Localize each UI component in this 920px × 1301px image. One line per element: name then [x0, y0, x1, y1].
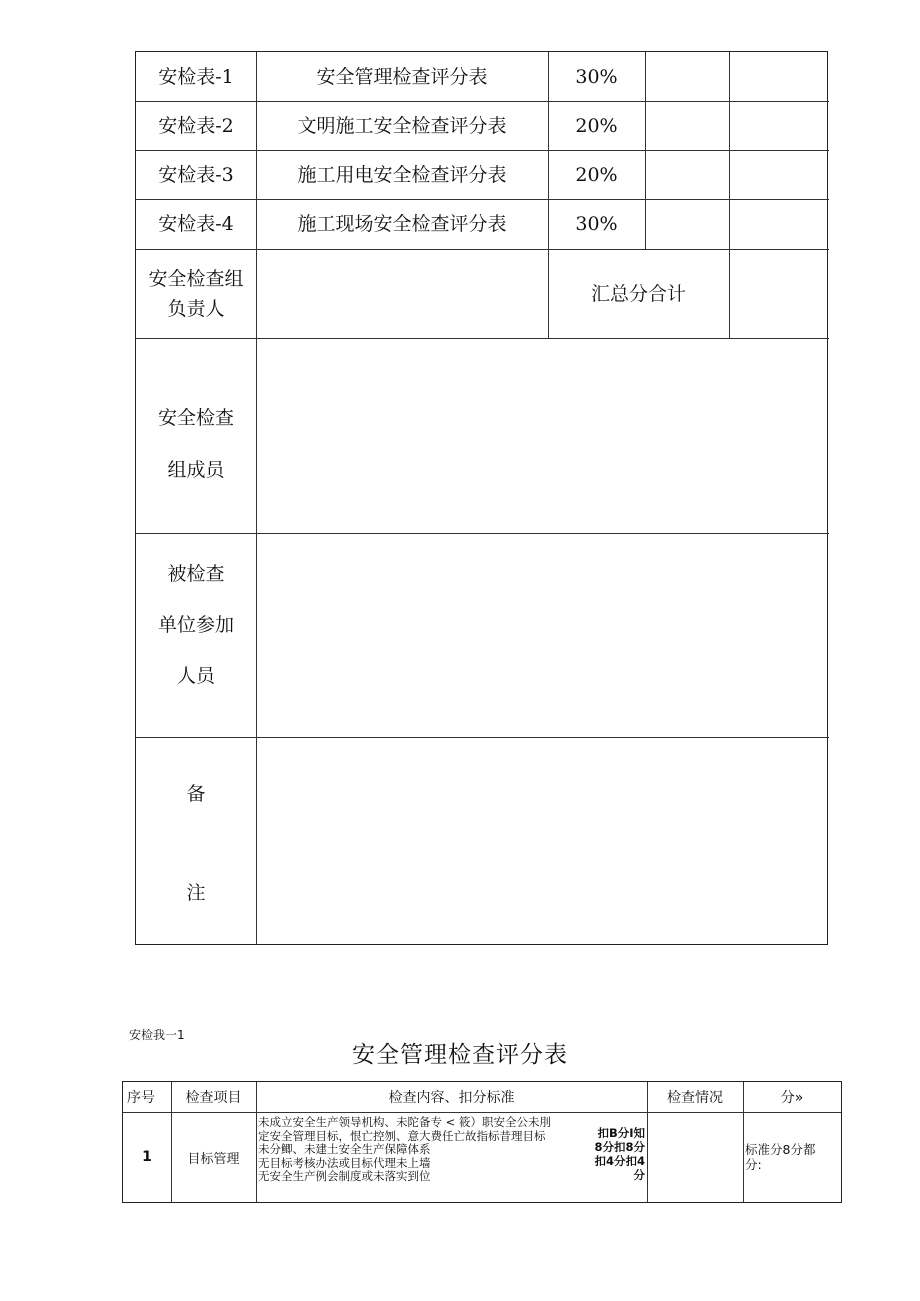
leader-label-line-1: 安全检查组 — [148, 267, 244, 290]
row-1-weight: 30% — [575, 65, 618, 88]
remarks-label-line-2: 注 — [186, 882, 206, 904]
row-2-code: 安检表-2 — [158, 114, 234, 137]
sheet-tag: 安检我一1 — [129, 1028, 185, 1042]
deduct-line: 分 — [633, 1168, 645, 1182]
row-1-code: 安检表-1 — [158, 65, 234, 88]
header-content: 检查内容、扣分标准 — [388, 1090, 515, 1106]
row-4-name: 施工现场安全检查评分表 — [297, 213, 507, 235]
content-lines — [258, 1116, 588, 1184]
row-4-weight: 30% — [575, 213, 618, 235]
score-line: 标准分8分都 — [745, 1142, 816, 1157]
participants-label-line-1: 被检查 — [167, 563, 225, 585]
members-label — [136, 392, 256, 496]
content-line: 无安全生产例会制度或未落实到位 — [258, 1169, 431, 1183]
members-label-line-2: 组成员 — [167, 459, 225, 481]
members-label-line-1: 安全检查 — [157, 407, 234, 429]
participants-label-line-2: 单位参加 — [157, 614, 234, 636]
remarks-label — [136, 779, 256, 908]
header-no: 序号 — [127, 1090, 155, 1106]
row-2-weight: 20% — [575, 114, 618, 137]
content-line: 未分鲫、未建土安全生产保障体系 — [258, 1142, 431, 1156]
participants-label-line-3: 人员 — [176, 665, 215, 687]
leader-label-line-2: 负责人 — [167, 297, 225, 320]
leader-label — [136, 249, 256, 338]
score-note — [745, 1142, 841, 1172]
score-table — [122, 1081, 842, 1203]
score-line: 分: — [745, 1157, 762, 1172]
deduct-line: 8分扣8分 — [594, 1140, 645, 1154]
row-3-code: 安检表-3 — [158, 163, 234, 186]
total-label: 汇总分合计 — [590, 282, 686, 305]
row-2-name: 文明施工安全检查评分表 — [297, 114, 507, 137]
header-item: 检查项目 — [185, 1090, 242, 1106]
content-line: 未成立安全生产领导机构、未陀备专 < 筱）职安全公未刖 — [258, 1115, 551, 1129]
content-line: 定安全管理目标，恨亡控刎、意大费任亡故指标昔理目标 — [258, 1128, 546, 1143]
deduct-lines — [589, 1126, 645, 1182]
row-4-code: 安检表-4 — [158, 213, 234, 235]
row-no: 1 — [142, 1149, 152, 1165]
remarks-label-line-1: 备 — [186, 783, 206, 805]
content-line: 无目标考核办法或目标代理未上墙 — [258, 1155, 431, 1170]
row-3-name: 施工用电安全检查评分表 — [297, 163, 507, 186]
deduct-line: 扣4分扣4 — [594, 1154, 645, 1168]
participants-label — [136, 549, 256, 702]
deduct-line: 扣B分I知 — [597, 1126, 645, 1140]
summary-table — [135, 51, 828, 945]
row-3-weight: 20% — [575, 163, 618, 186]
row-item: 目标管理 — [187, 1151, 240, 1167]
sheet-title: 安全管理检查评分表 — [352, 1042, 568, 1068]
header-score: 分» — [780, 1090, 804, 1106]
header-status: 检查情况 — [667, 1090, 723, 1106]
row-1-name: 安全管理检查评分表 — [316, 65, 488, 88]
